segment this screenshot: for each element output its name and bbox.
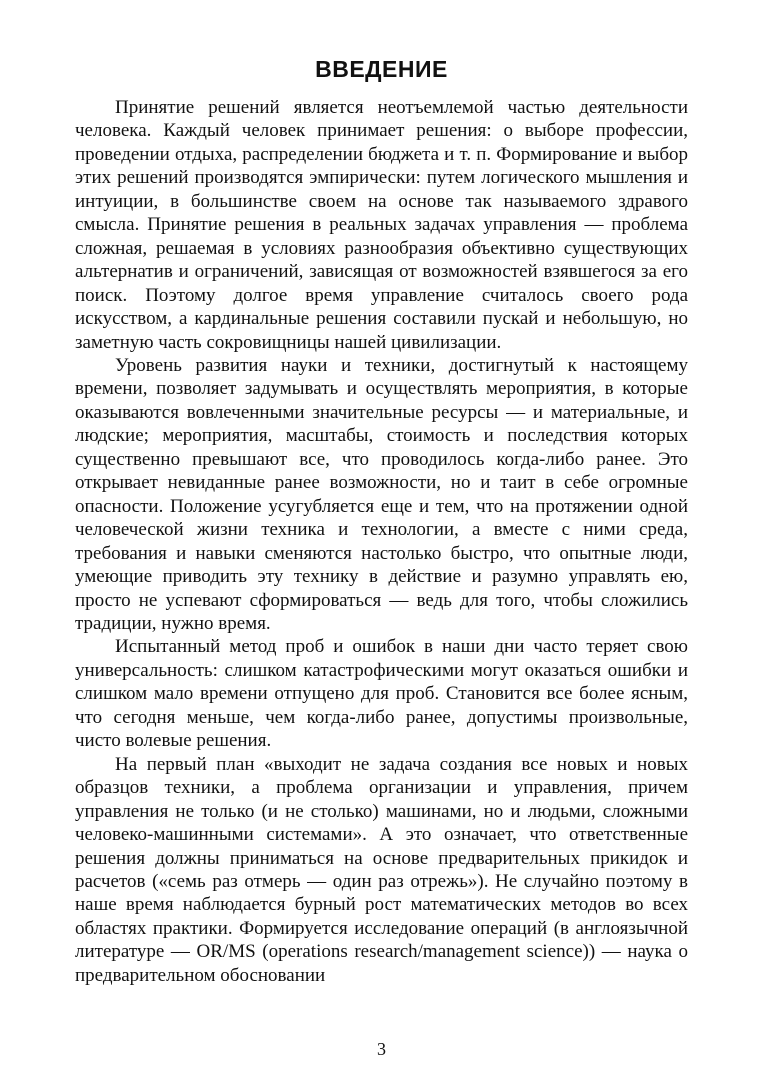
body-text	[75, 96, 688, 987]
paragraph-2: Уровень развития науки и техники, достигнутый к настоящему времени, позволяет задумывать и осуществлять мероприятия, в которые оказываются вовлеченными значительные ресурсы — и материальные, и людские; мероприятия, масштабы, стоимость и последствия которых существенно превышают все, что проводилось когда-либо ранее. Это открывает невиданные ранее возможности, но и таит в себе огромные опасности. Положение усугубляется еще и тем, что на протяжении одной человеческой жизни техника и технологии, а вместе с ними среда, требования и навыки сменяются настолько быстро, что опытные люди, умеющие приводить эту технику в действие и разумно управлять ею, просто не успевают сформироваться — ведь для того, чтобы сложились традиции, нужно время.	[75, 354, 688, 634]
page-title: ВВЕДЕНИЕ	[315, 56, 448, 82]
paragraph-3: Испытанный метод проб и ошибок в наши дни часто теряет свою универсальность: слишком катастрофическими могут оказаться ошибки и слишком мало времени отпущено для проб. Становится все более ясным, что сегодня меньше, чем когда-либо ранее, допустимы произвольные, чисто волевые решения.	[75, 636, 688, 752]
paragraph-1: Принятие решений является неотъемлемой частью деятельности человека. Каждый человек принимает решения: о выборе профессии, проведении отдыха, распределении бюджета и т. п. Формирование и выбор этих решений производятся эмпирически: путем логического мышления и интуиции, в большинстве своем на основе так называемого здравого смысла. Принятие решения в реальных задачах управления — проблема сложная, решаемая в условиях разнообразия объективно существующих альтернатив и ограничений, зависящая от возможностей взявшегося за его поиск. Поэтому долгое время управление считалось своего рода искусством, а кардинальные решения составили пускай и небольшую, но заметную часть сокровищницы нашей цивилизации.	[75, 97, 688, 353]
paragraph-4: На первый план «выходит не задача создания все новых и новых образцов техники, а проблема организации и управления, причем управления не только (и не столько) машинами, но и людьми, сложными человеко-машинными системами». А это означает, что ответственные решения должны приниматься на основе предварительных прикидок и расчетов («семь раз отмерь — один раз отрежь»). Не случайно поэтому в наше время наблюдается бурный рост математических методов во всех областях практики. Формируется исследование операций (в англоязычной литературе — OR/MS (operations research/management science)) — наука о предварительном обосновании	[75, 753, 688, 986]
page-number: 3	[377, 1039, 386, 1059]
